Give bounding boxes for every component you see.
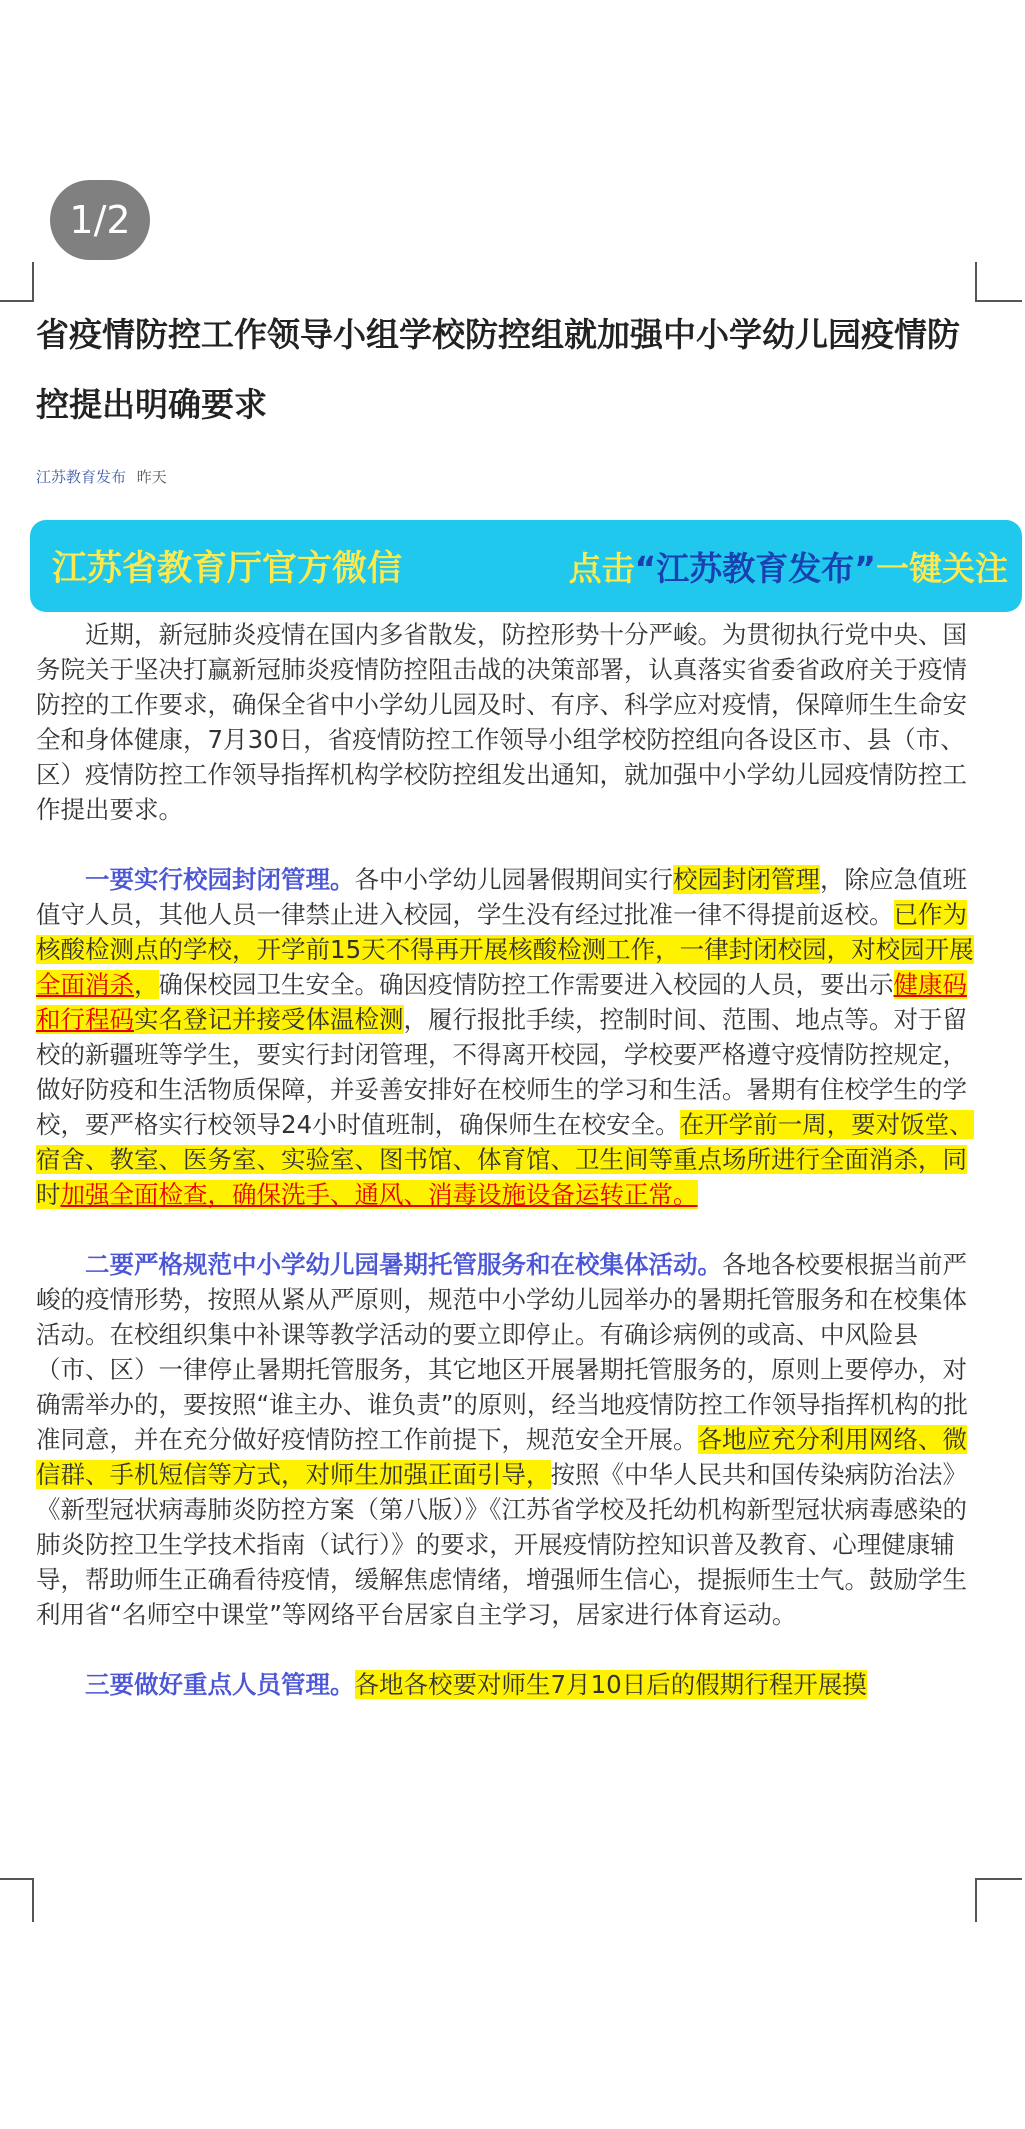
highlighted-text: ， — [134, 970, 159, 999]
highlighted-text: 校园封闭管理 — [673, 865, 820, 894]
body-text: 各中小学幼儿园暑假期间实行 — [354, 865, 673, 894]
body-text: 各地各校要根据当前严峻的疫情形势，按照从紧从严原则，规范中小学幼儿园举办的暑期托管服务和在校集体活动。在校组织集中补课等教学活动的要立即停止。有确诊病例的或高、中风险县（市、区）一律停止暑期托管服务，其它地区开展暑期托管服务的，原则上要停办，对确需举办的，要按照“谁主办、谁负责”的原则，经当地疫情防控工作领导指挥机构的批准同意，并在充分做好疫情防控工作前提下，规范安全开展。 — [36, 1250, 968, 1454]
source-link[interactable]: 江苏教育发布 — [36, 468, 127, 486]
body-text: ，履行报批手续，控制时间、范围、地点等。对于留校的新疆班等学生，要实行封闭管理，不得离开校园，学校要严格遵守疫情防控规定，做好防疫和生活物质保障，并妥善安排好在校师生的学习和生活。暑期有住校学生的学校，要严格实行校领导24小时值班制，确保师生在校安全。 — [36, 1005, 967, 1139]
body-text: ，除应急值班值守人员，其他人员一律禁止进入校园，学生没有经过批准一律不得提前返校。 — [36, 865, 967, 929]
section-heading: 一要实行校园封闭管理。 — [85, 865, 355, 894]
highlighted-text: 全面消杀 — [36, 970, 134, 999]
paragraph-1 — [36, 862, 991, 1212]
section-heading: 二要严格规范中小学幼儿园暑期托管服务和在校集体活动。 — [85, 1250, 722, 1279]
crop-mark-top-right — [975, 262, 1022, 302]
banner-left-text: 江苏省教育厅官方微信 — [52, 549, 403, 589]
highlighted-text: 已作为核酸检测点的学校，开学前15天不得再开展核酸检测工作，一律封闭校园，对校园开展 — [36, 900, 974, 964]
article-body — [36, 617, 991, 1702]
section-heading: 三要做好重点人员管理。 — [85, 1670, 355, 1699]
body-text: 按照《中华人民共和国传染病防治法》《新型冠状病毒肺炎防控方案（第八版）》《江苏省学校及托幼机构新型冠状病毒感染的肺炎防控卫生学技术指南（试行）》的要求，开展疫情防控知识普及教育、心理健康辅导，帮助师生正确看待疫情，缓解焦虑情绪，增强师生信心，提振师生士气。鼓励学生利用省“名师空中课堂”等网络平台居家自主学习，居家进行体育运动。 — [36, 1460, 967, 1629]
article-title: 省疫情防控工作领导小组学校防控组就加强中小学幼儿园疫情防控提出明确要求 — [36, 315, 960, 424]
paragraph-2 — [36, 1247, 991, 1632]
publish-time: 昨天 — [136, 468, 167, 486]
follow-banner[interactable] — [30, 520, 1022, 612]
highlighted-text: 实名登记并接受体温检测 — [134, 1005, 404, 1034]
crop-mark-bottom-right — [975, 1878, 1022, 1922]
banner-account-name: “江苏教育发布” — [634, 548, 876, 588]
paragraph-3 — [36, 1667, 991, 1702]
banner-right-text — [569, 543, 1008, 590]
highlighted-text: 在开学前一周，要对饭堂、宿舍、教室、医务室、实验室、图书馆、体育馆、卫生间等重点场所进行全面消杀，同时 — [36, 1110, 974, 1209]
crop-mark-top-left — [0, 262, 34, 302]
banner-right-c: 一键关注 — [876, 548, 1008, 588]
body-text: 确保校园卫生安全。确因疫情防控工作需要进入校园的人员，要出示 — [158, 970, 894, 999]
highlighted-text: 各地各校要对师生7月10日后的假期行程开展摸 — [354, 1670, 867, 1699]
page-counter: 1/2 — [50, 180, 150, 260]
highlighted-text: 健康码和行程码 — [36, 970, 967, 1034]
paragraph-intro: 近期，新冠肺炎疫情在国内多省散发，防控形势十分严峻。为贯彻执行党中央、国务院关于坚决打赢新冠肺炎疫情防控阻击战的决策部署，认真落实省委省政府关于疫情防控的工作要求，确保全省中小学幼儿园及时、有序、科学应对疫情，保障师生生命安全和身体健康，7月30日，省疫情防控工作领导小组学校防控组向各设区市、县（市、区）疫情防控工作领导指挥机构学校防控组发出通知，就加强中小学幼儿园疫情防控工作提出要求。 — [36, 620, 967, 824]
article-meta — [36, 466, 167, 487]
highlighted-text: 各地应充分利用网络、微信群、手机短信等方式，对师生加强正面引导， — [36, 1425, 967, 1489]
highlighted-text: 加强全面检查，确保洗手、通风、消毒设施设备运转正常。 — [60, 1180, 698, 1209]
banner-right-a: 点击 — [568, 548, 635, 588]
crop-mark-bottom-left — [0, 1878, 34, 1922]
